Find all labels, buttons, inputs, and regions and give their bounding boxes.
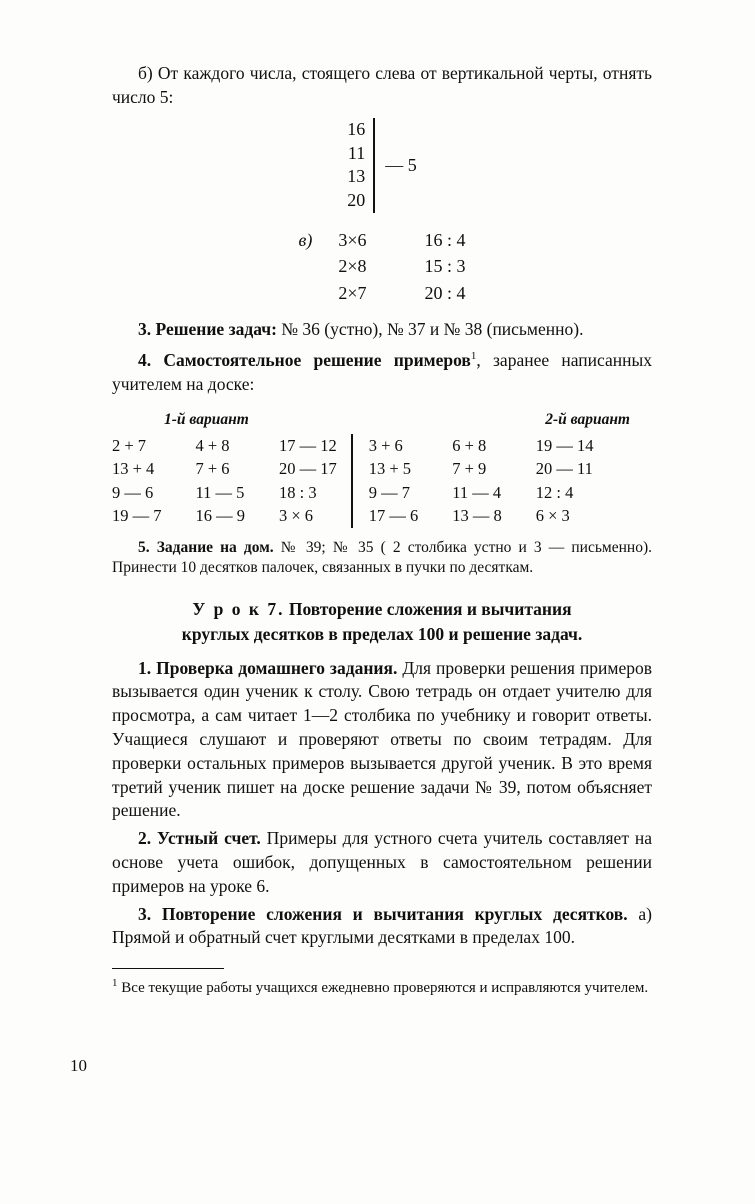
expression: 9 — 6 bbox=[112, 482, 154, 502]
paragraph-section-b: б) От каждого числа, стоящего слева от вертикальной черты, отнять число 5: bbox=[112, 63, 652, 107]
item-1-bold: 1. Проверка домашнего задания. bbox=[138, 657, 398, 678]
item-1-text: Для проверки решения примеров вызывается один ученик к столу. Свою тетрадь он отдает учителю для просмотра, а сам читает 1—2 столбика по учебнику и говорит ответы. Учащиеся слушают и проверяют ответы по своим тетрадям. Для проверки остальных примеров вызывается другой ученик. В это время третий ученик пишет на доске решение задачи № 39, потом объясняет решение. bbox=[112, 657, 653, 821]
item-4-bold: 4. Самостоятельное решение примеров bbox=[138, 350, 471, 371]
lesson-label: У р о к 7. bbox=[192, 598, 285, 619]
expression: 4 + 8 bbox=[195, 436, 230, 456]
exercise-label-v: в) bbox=[298, 230, 313, 251]
paragraph-item-3 bbox=[112, 318, 652, 342]
item-2-bold: 2. Устный счет. bbox=[138, 828, 261, 849]
column-number: 20 bbox=[347, 190, 366, 211]
expression: 2×8 bbox=[338, 256, 367, 277]
expression: 20 — 17 bbox=[279, 459, 337, 479]
variant-1-column-3 bbox=[279, 434, 337, 528]
footnote-marker: 1 bbox=[112, 977, 118, 990]
paragraph-item-5 bbox=[112, 538, 652, 579]
item-3b-bold: 3. Повторение сложения и вычитания круглых десятков. bbox=[138, 903, 628, 924]
expression: 13 — 8 bbox=[452, 506, 502, 526]
expression: 20 — 11 bbox=[535, 459, 593, 479]
expression: 3 + 6 bbox=[368, 436, 403, 456]
expression: 17 — 6 bbox=[368, 506, 419, 526]
footnote-text: Все текущие работы учащихся ежедневно проверяются и исправляются учителем. bbox=[117, 980, 649, 997]
paragraph-item-1 bbox=[112, 657, 652, 824]
expression: 11 — 5 bbox=[195, 482, 245, 502]
variants-body bbox=[112, 434, 652, 528]
exercise-column-1 bbox=[338, 227, 366, 305]
column-number: 13 bbox=[347, 166, 366, 187]
variants-table bbox=[112, 411, 652, 528]
expression: 11 — 4 bbox=[452, 482, 502, 502]
lesson-heading-line-1 bbox=[112, 597, 652, 622]
variant-1-header: 1-й вариант bbox=[164, 411, 249, 429]
item-5-text: № 39; № 35 ( 2 столбика устно и 3 — письменно). Принести 10 десятков палочек, связанных в пучки по десяткам. bbox=[112, 538, 652, 577]
variant-2-column-1 bbox=[369, 434, 419, 528]
expression: 18 : 3 bbox=[279, 482, 317, 502]
expression: 6 × 3 bbox=[535, 506, 570, 526]
variant-1-columns bbox=[112, 434, 353, 528]
item-2-text: Примеры для устного счета учитель составляет на основе учета ошибок, допущенных в самостоятельном решении примеров на уроке 6. bbox=[112, 828, 652, 896]
paragraph-item-4 bbox=[112, 349, 652, 397]
page-number: 10 bbox=[70, 1056, 87, 1075]
expression: 3×6 bbox=[338, 230, 367, 251]
footnote-rule bbox=[112, 968, 224, 969]
expression: 15 : 3 bbox=[424, 256, 466, 277]
lesson-title-part-1: Повторение сложения и вычитания bbox=[284, 598, 572, 619]
expression: 9 — 7 bbox=[368, 482, 410, 502]
expression: 13 + 4 bbox=[112, 459, 155, 479]
expression: 3 × 6 bbox=[279, 506, 314, 526]
variant-2-header: 2-й вариант bbox=[545, 411, 630, 429]
exercise-column-2 bbox=[424, 227, 465, 305]
variant-2-column-2 bbox=[452, 434, 502, 528]
exercise-block-v bbox=[112, 227, 652, 305]
lesson-heading-line-2: круглых десятков в пределах 100 и решение задач. bbox=[181, 623, 583, 644]
item-3b-text: а) Прямой и обратный счет круглыми десятками в пределах 100. bbox=[112, 903, 652, 948]
expression: 20 : 4 bbox=[424, 282, 466, 303]
variant-2-columns bbox=[353, 434, 594, 528]
item-5-bold: 5. Задание на дом. bbox=[138, 538, 274, 556]
column-numbers bbox=[347, 118, 375, 214]
expression: 7 + 6 bbox=[195, 459, 230, 479]
expression: 12 : 4 bbox=[535, 482, 574, 502]
column-number: 11 bbox=[347, 142, 366, 163]
expression: 6 + 8 bbox=[452, 436, 487, 456]
expression: 19 — 14 bbox=[535, 436, 594, 456]
variant-1-column-1 bbox=[112, 434, 162, 528]
expression: 2×7 bbox=[338, 282, 367, 303]
lesson-heading bbox=[112, 597, 652, 647]
variants-headers bbox=[112, 411, 652, 429]
item-3-text: № 36 (устно), № 37 и № 38 (письменно). bbox=[276, 318, 584, 339]
expression: 19 — 7 bbox=[112, 506, 162, 526]
column-subtraction-block bbox=[112, 118, 652, 214]
expression: 16 — 9 bbox=[195, 506, 245, 526]
paragraph-item-2 bbox=[112, 827, 652, 898]
expression: 2 + 7 bbox=[112, 436, 147, 456]
expression: 7 + 9 bbox=[452, 459, 487, 479]
paragraph-item-3b bbox=[112, 903, 652, 951]
expression: 16 : 4 bbox=[424, 230, 466, 251]
footnote bbox=[112, 976, 652, 999]
column-number: 16 bbox=[347, 118, 366, 139]
item-4-text: , заранее написанных учителем на доске: bbox=[112, 350, 652, 395]
page-content bbox=[112, 62, 652, 999]
item-3-bold: 3. Решение задач: bbox=[138, 318, 277, 339]
expression: 17 — 12 bbox=[279, 436, 337, 456]
variant-1-column-2 bbox=[196, 434, 246, 528]
column-operation: — 5 bbox=[385, 154, 417, 175]
expression: 13 + 5 bbox=[368, 459, 412, 479]
variant-2-column-3 bbox=[536, 434, 594, 528]
item-4-footnote-marker: 1 bbox=[470, 350, 477, 363]
